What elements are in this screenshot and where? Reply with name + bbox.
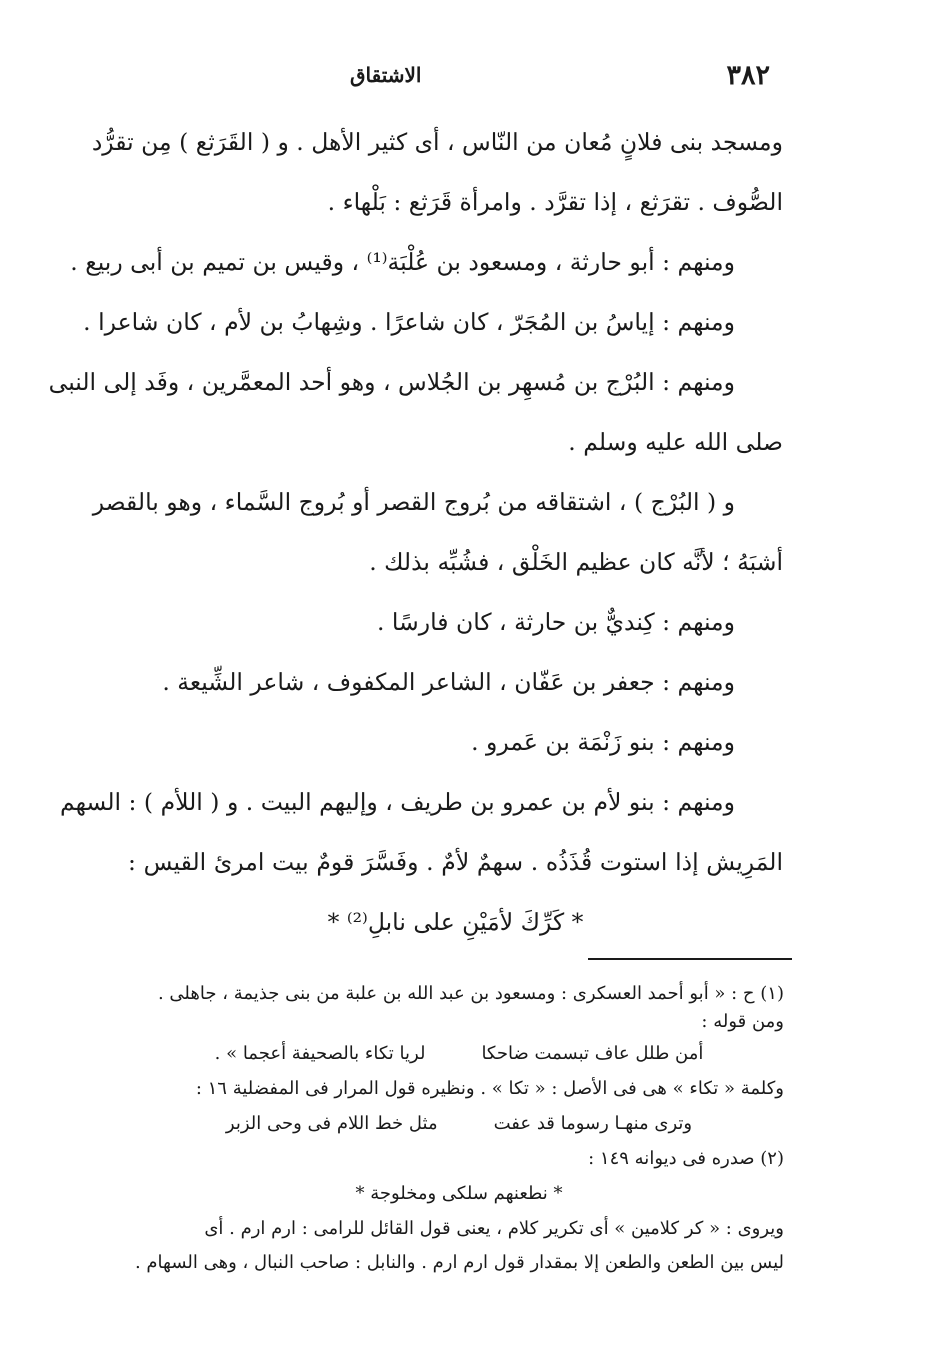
text-line: الصُّوف . تقرَثع ، إذا تقرَّد . وامرأة قَرَثع : بَلْهاء . <box>327 188 783 216</box>
verse-line: * كَرِّكَ لأمَيْنِ على نابلِ⁽²⁾ * <box>327 908 584 936</box>
text-line: ومسجد بنى فلانٍ مُعان من النّاس ، أى كثير الأهل . و ( القَرَثع ) مِن تقرُّد <box>91 128 783 156</box>
footnote-2-line: ليس بين الطعن والطعن إلا بمقدار قول ارم ارم . والنابل : صاحب النبال ، وهى السهام . <box>134 1252 784 1273</box>
footnote-2-line: ويروى : « كر كلامين » أى تكرير كلام ، يعنى قول القائل للرامى : ارم ارم . أى <box>204 1218 784 1239</box>
footnote-1-line: وكلمة « تكاء » هى فى الأصل : « تكا » . ونظيره قول المرار فى المفضلية ١٦ : <box>195 1078 784 1099</box>
footnotes <box>134 980 784 1280</box>
text-line: ومنهم : البُرْج بن مُسهِر بن الجُلاس ، وهو أحد المعمَّرين ، وفَد إلى النبى <box>48 368 735 396</box>
verse-hemistich: وترى منهـا رسوما قد عفت <box>493 1113 693 1134</box>
text-line: أشبَهُ ؛ لأنَّه كان عظيم الخَلْق ، فشُبِّه بذلك . <box>369 548 783 576</box>
footnote-1-line: (١) ح : « أبو أحمد العسكرى : ومسعود بن عبد الله بن علبة من بنى جذيمة ، جاهلى . <box>157 983 784 1004</box>
text-line: ومنهم : إياسُ بن المُجَرّ ، كان شاعرًا . وشِهابُ بن لأم ، كان شاعرا . <box>83 308 735 336</box>
footnote-divider <box>588 958 792 960</box>
page-number: ٣٨٢ <box>726 59 770 91</box>
footnote-1-verse <box>134 1106 784 1142</box>
running-title: الاشتقاق <box>350 63 422 87</box>
footnote-1-line: ومن قوله : <box>701 1011 784 1032</box>
footnote-1-verse <box>134 1036 784 1072</box>
text-line: ومنهم : جعفر بن عَفّان ، الشاعر المكفوف ، شاعر الشِّيعة . <box>162 668 735 696</box>
main-text <box>48 112 783 952</box>
text-line: ومنهم : بنو زَنْمَة بن عَمرو . <box>471 728 735 756</box>
text-line: ومنهم : أبو حارثة ، ومسعود بن عُلْبَة⁽¹⁾ ، وقيس بن تميم بن أبى ربيع . <box>70 248 735 276</box>
text-line: و ( البُرْج ) ، اشتقاقه من بُروج القصر أو بُروج السَّماء ، وهو بالقصر <box>92 488 735 516</box>
footnote-2-verse: * نطعنهم سلكى ومخلوجة * <box>355 1183 563 1204</box>
text-line: المَرِيش إذا استوت قُذَذُه . سهمٌ لأمٌ . وفَسَّرَ قومٌ بيت امرئ القيس : <box>128 848 783 876</box>
text-line: ومنهم : كِنديٌّ بن حارثة ، كان فارسًا . <box>376 608 735 636</box>
page-header <box>140 58 770 92</box>
verse-hemistich: مثل خط اللام فى وحى الزبر <box>225 1113 438 1134</box>
text-line: ومنهم : بنو لأم بن عمرو بن طريف ، وإليهم البيت . و ( اللأم ) : السهم <box>59 788 735 816</box>
verse-hemistich: أمن طلل عاف تبسمت ضاحكا <box>481 1043 704 1064</box>
footnote-2-line: (٢) صدره فى ديوانه ١٤٩ : <box>588 1148 784 1169</box>
text-line: صلى الله عليه وسلم . <box>568 428 783 456</box>
verse-hemistich: لريا تكاء بالصحيفة أعجما » . <box>214 1043 426 1064</box>
